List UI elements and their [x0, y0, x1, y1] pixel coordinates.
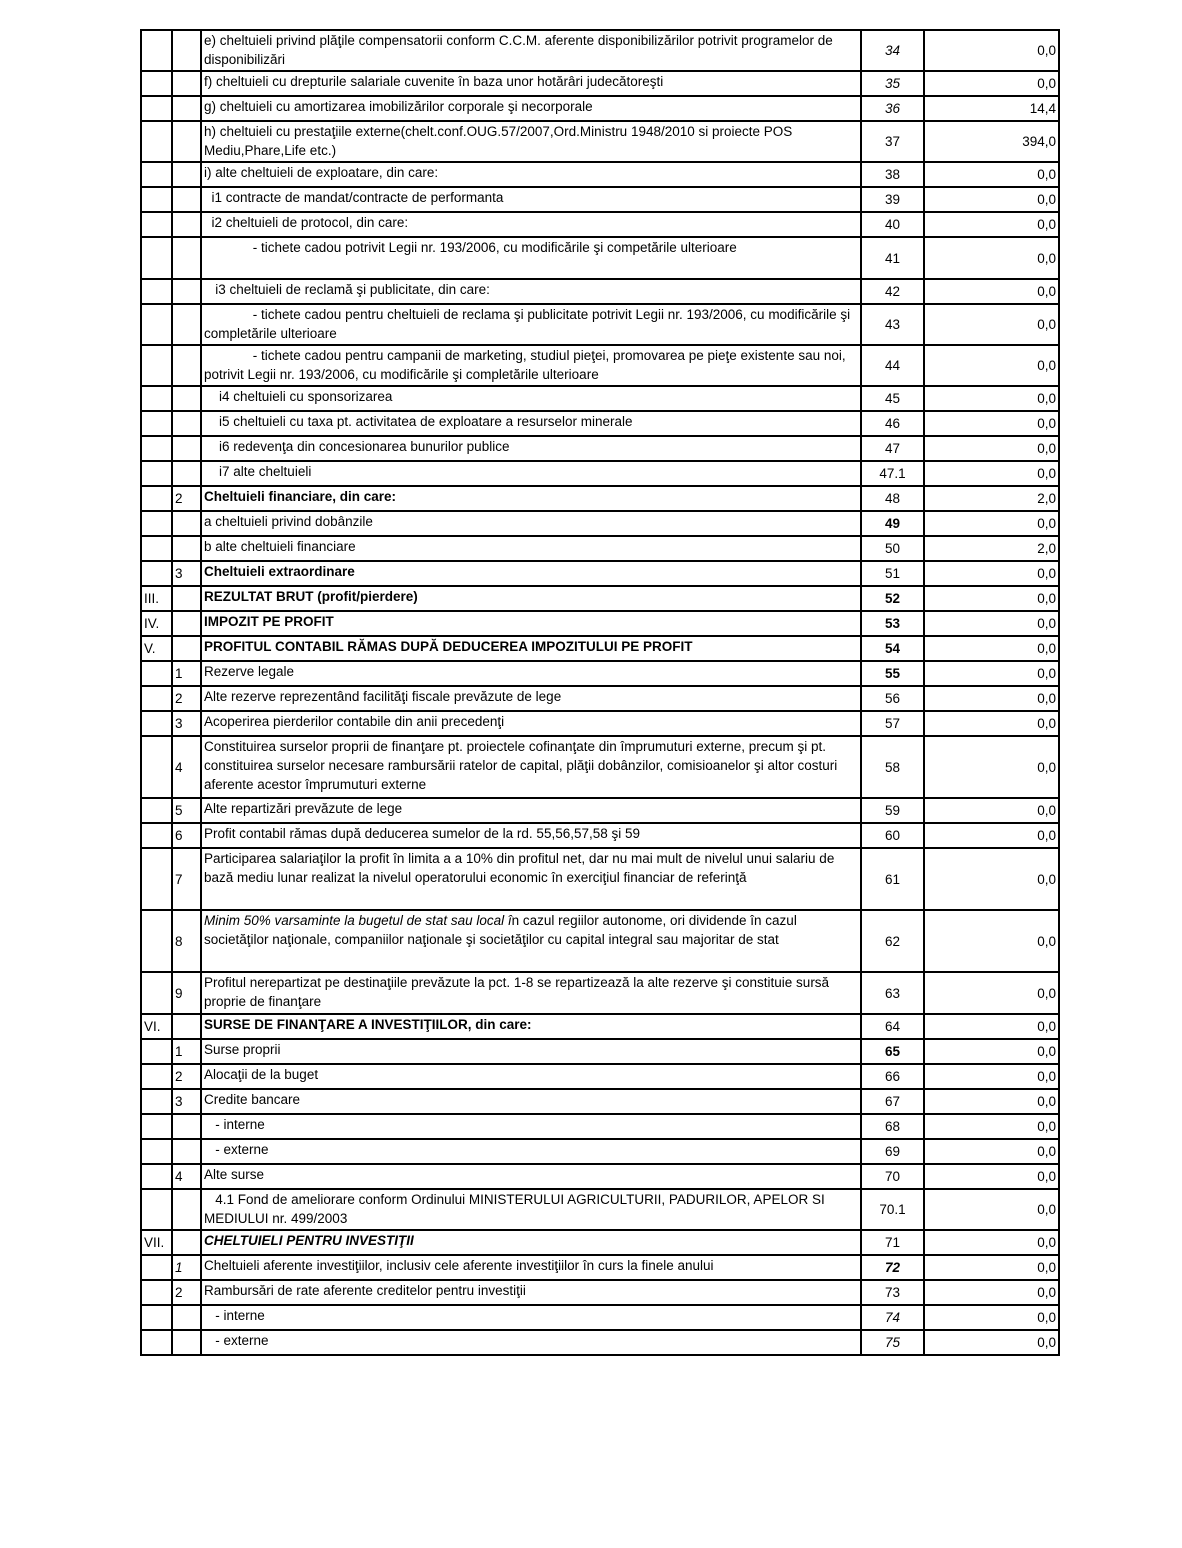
row-code: 56 — [861, 686, 924, 711]
row-value: 0,0 — [924, 636, 1059, 661]
table-row — [141, 1164, 1059, 1189]
chapter-number — [141, 1114, 172, 1139]
row-value: 0,0 — [924, 1230, 1059, 1255]
chapter-number — [141, 561, 172, 586]
chapter-number — [141, 1089, 172, 1114]
row-value: 0,0 — [924, 1189, 1059, 1230]
row-description: Rambursări de rate aferente creditelor pentru investiţii — [201, 1280, 861, 1305]
item-number — [172, 1305, 201, 1330]
row-value: 0,0 — [924, 972, 1059, 1014]
row-code: 46 — [861, 411, 924, 436]
row-description-italic-part: Minim 50% varsaminte la bugetul de stat sau local î — [204, 913, 512, 928]
row-value: 0,0 — [924, 1164, 1059, 1189]
chapter-number — [141, 304, 172, 345]
row-code: 73 — [861, 1280, 924, 1305]
item-number — [172, 162, 201, 187]
table-row — [141, 1280, 1059, 1305]
chapter-number — [141, 121, 172, 162]
row-code: 47 — [861, 436, 924, 461]
item-number: 4 — [172, 736, 201, 798]
row-value: 0,0 — [924, 611, 1059, 636]
item-number: 5 — [172, 798, 201, 823]
table-row — [141, 461, 1059, 486]
row-description: - externe — [201, 1139, 861, 1164]
row-value: 0,0 — [924, 304, 1059, 345]
row-value: 0,0 — [924, 511, 1059, 536]
item-number — [172, 237, 201, 279]
table-row — [141, 1014, 1059, 1039]
item-number: 2 — [172, 1064, 201, 1089]
row-code: 40 — [861, 212, 924, 237]
table-row — [141, 910, 1059, 972]
chapter-number — [141, 1189, 172, 1230]
table-row — [141, 1039, 1059, 1064]
row-description: i7 alte cheltuieli — [201, 461, 861, 486]
item-number — [172, 536, 201, 561]
row-description: a cheltuieli privind dobânzile — [201, 511, 861, 536]
table-row — [141, 279, 1059, 304]
chapter-number: V. — [141, 636, 172, 661]
row-value: 0,0 — [924, 386, 1059, 411]
table-row — [141, 1255, 1059, 1280]
table-row — [141, 511, 1059, 536]
row-value: 0,0 — [924, 187, 1059, 212]
row-code: 54 — [861, 636, 924, 661]
chapter-number — [141, 910, 172, 972]
chapter-number — [141, 711, 172, 736]
row-code: 50 — [861, 536, 924, 561]
item-number: 2 — [172, 1280, 201, 1305]
item-number — [172, 71, 201, 96]
item-number — [172, 511, 201, 536]
item-number — [172, 30, 201, 71]
chapter-number — [141, 1164, 172, 1189]
row-code: 61 — [861, 848, 924, 910]
row-description: Credite bancare — [201, 1089, 861, 1114]
row-description: i6 redevenţa din concesionarea bunurilor publice — [201, 436, 861, 461]
row-code: 69 — [861, 1139, 924, 1164]
row-value: 0,0 — [924, 736, 1059, 798]
table-row — [141, 386, 1059, 411]
row-description: - externe — [201, 1330, 861, 1355]
table-row — [141, 96, 1059, 121]
row-code: 59 — [861, 798, 924, 823]
row-code: 37 — [861, 121, 924, 162]
row-value: 0,0 — [924, 1305, 1059, 1330]
row-description: Cheltuieli aferente investiţiilor, inclusiv cele aferente investiţiilor în curs la finele anului — [201, 1255, 861, 1280]
row-value: 0,0 — [924, 461, 1059, 486]
row-code: 52 — [861, 586, 924, 611]
row-code: 71 — [861, 1230, 924, 1255]
row-value: 0,0 — [924, 1139, 1059, 1164]
table-row — [141, 436, 1059, 461]
item-number: 4 — [172, 1164, 201, 1189]
row-code: 45 — [861, 386, 924, 411]
chapter-number: VII. — [141, 1230, 172, 1255]
table-row — [141, 1230, 1059, 1255]
table-row — [141, 304, 1059, 345]
chapter-number — [141, 1330, 172, 1355]
row-description: i) alte cheltuieli de exploatare, din care: — [201, 162, 861, 187]
row-description: - interne — [201, 1305, 861, 1330]
chapter-number — [141, 1064, 172, 1089]
table-row — [141, 823, 1059, 848]
row-value: 0,0 — [924, 823, 1059, 848]
table-row — [141, 848, 1059, 910]
chapter-number — [141, 237, 172, 279]
row-code: 39 — [861, 187, 924, 212]
table-row — [141, 237, 1059, 279]
table-row — [141, 711, 1059, 736]
table-row — [141, 972, 1059, 1014]
table-row — [141, 71, 1059, 96]
item-number — [172, 187, 201, 212]
row-code: 66 — [861, 1064, 924, 1089]
row-value: 0,0 — [924, 279, 1059, 304]
chapter-number — [141, 71, 172, 96]
row-value: 0,0 — [924, 1039, 1059, 1064]
item-number — [172, 461, 201, 486]
row-description: Constituirea surselor proprii de finanţare pt. proiectele cofinanţate din împrumuturi externe, precum şi pt. constituirea surselor necesare rambursării ratelor de capital, plăţii dobânzilor, comisioanelor şi altor costuri aferente acestor împrumuturi externe — [201, 736, 861, 798]
row-code: 62 — [861, 910, 924, 972]
row-value: 0,0 — [924, 345, 1059, 386]
chapter-number: IV. — [141, 611, 172, 636]
row-description: PROFITUL CONTABIL RĂMAS DUPĂ DEDUCEREA IMPOZITULUI PE PROFIT — [201, 636, 861, 661]
row-description: - interne — [201, 1114, 861, 1139]
row-description: Rezerve legale — [201, 661, 861, 686]
row-description — [201, 910, 861, 972]
table-row — [141, 1139, 1059, 1164]
item-number — [172, 1230, 201, 1255]
chapter-number — [141, 162, 172, 187]
row-description: i1 contracte de mandat/contracte de performanta — [201, 187, 861, 212]
item-number — [172, 411, 201, 436]
item-number: 3 — [172, 711, 201, 736]
row-description: - tichete cadou pentru campanii de marketing, studiul pieţei, promovarea pe pieţe existente sau noi, potrivit Legii nr. 193/2006, cu modificările şi completările ulterioare — [201, 345, 861, 386]
row-value: 0,0 — [924, 1089, 1059, 1114]
table-row — [141, 736, 1059, 798]
row-description: - tichete cadou potrivit Legii nr. 193/2006, cu modificările şi competările ulterioare — [201, 237, 861, 279]
item-number — [172, 586, 201, 611]
row-code: 53 — [861, 611, 924, 636]
row-description: Participarea salariaţilor la profit în limita a a 10% din profitul net, dar nu mai mult de nivelul unui salariu de bază mediu lunar realizat la nivelul operatorului economic în exerciţiul financiar de referinţă — [201, 848, 861, 910]
chapter-number — [141, 686, 172, 711]
table-row — [141, 162, 1059, 187]
chapter-number — [141, 30, 172, 71]
row-value: 0,0 — [924, 237, 1059, 279]
table-row — [141, 798, 1059, 823]
budget-table-body — [141, 30, 1059, 1355]
row-value: 0,0 — [924, 212, 1059, 237]
table-row — [141, 561, 1059, 586]
item-number — [172, 1014, 201, 1039]
row-code: 74 — [861, 1305, 924, 1330]
chapter-number — [141, 798, 172, 823]
chapter-number — [141, 823, 172, 848]
item-number — [172, 436, 201, 461]
row-code: 43 — [861, 304, 924, 345]
row-code: 64 — [861, 1014, 924, 1039]
row-value: 14,4 — [924, 96, 1059, 121]
item-number: 1 — [172, 1039, 201, 1064]
row-value: 0,0 — [924, 162, 1059, 187]
table-row — [141, 121, 1059, 162]
row-value: 0,0 — [924, 1014, 1059, 1039]
item-number — [172, 304, 201, 345]
chapter-number — [141, 848, 172, 910]
chapter-number — [141, 187, 172, 212]
table-row — [141, 1305, 1059, 1330]
item-number — [172, 1330, 201, 1355]
row-value: 0,0 — [924, 910, 1059, 972]
row-value: 394,0 — [924, 121, 1059, 162]
row-value: 0,0 — [924, 1064, 1059, 1089]
item-number: 2 — [172, 486, 201, 511]
item-number: 3 — [172, 561, 201, 586]
item-number: 7 — [172, 848, 201, 910]
item-number — [172, 279, 201, 304]
row-value: 0,0 — [924, 661, 1059, 686]
row-value: 0,0 — [924, 1255, 1059, 1280]
row-description: Alte repartizări prevăzute de lege — [201, 798, 861, 823]
row-code: 63 — [861, 972, 924, 1014]
item-number: 3 — [172, 1089, 201, 1114]
chapter-number — [141, 661, 172, 686]
chapter-number — [141, 436, 172, 461]
row-value: 0,0 — [924, 848, 1059, 910]
item-number — [172, 1189, 201, 1230]
item-number: 8 — [172, 910, 201, 972]
row-code: 42 — [861, 279, 924, 304]
chapter-number — [141, 1255, 172, 1280]
row-value: 0,0 — [924, 561, 1059, 586]
table-row — [141, 1189, 1059, 1230]
row-value: 0,0 — [924, 711, 1059, 736]
row-code: 60 — [861, 823, 924, 848]
chapter-number — [141, 511, 172, 536]
item-number — [172, 96, 201, 121]
table-row — [141, 486, 1059, 511]
row-description: e) cheltuieli privind plăţile compensatorii conform C.C.M. aferente disponibilizărilor potrivit programelor de disponibilizări — [201, 30, 861, 71]
row-code: 72 — [861, 1255, 924, 1280]
row-value: 0,0 — [924, 30, 1059, 71]
row-code: 44 — [861, 345, 924, 386]
row-value: 0,0 — [924, 436, 1059, 461]
row-code: 38 — [861, 162, 924, 187]
chapter-number — [141, 486, 172, 511]
table-row — [141, 636, 1059, 661]
row-code: 36 — [861, 96, 924, 121]
row-code: 68 — [861, 1114, 924, 1139]
chapter-number — [141, 461, 172, 486]
row-code: 47.1 — [861, 461, 924, 486]
row-description: h) cheltuieli cu prestaţiile externe(chelt.conf.OUG.57/2007,Ord.Ministru 1948/2010 si proiecte POS Mediu,Phare,Life etc.) — [201, 121, 861, 162]
table-row — [141, 30, 1059, 71]
row-code: 58 — [861, 736, 924, 798]
chapter-number — [141, 1305, 172, 1330]
row-description: f) cheltuieli cu drepturile salariale cuvenite în baza unor hotărâri judecătoreşti — [201, 71, 861, 96]
chapter-number — [141, 1139, 172, 1164]
row-code: 57 — [861, 711, 924, 736]
row-code: 35 — [861, 71, 924, 96]
item-number — [172, 1139, 201, 1164]
row-description: i4 cheltuieli cu sponsorizarea — [201, 386, 861, 411]
table-row — [141, 1330, 1059, 1355]
row-code: 70 — [861, 1164, 924, 1189]
table-row — [141, 686, 1059, 711]
row-value: 2,0 — [924, 486, 1059, 511]
item-number — [172, 1114, 201, 1139]
row-description: CHELTUIELI PENTRU INVESTIŢII — [201, 1230, 861, 1255]
table-row — [141, 586, 1059, 611]
item-number — [172, 345, 201, 386]
chapter-number — [141, 96, 172, 121]
row-description: i5 cheltuieli cu taxa pt. activitatea de exploatare a resurselor minerale — [201, 411, 861, 436]
chapter-number — [141, 212, 172, 237]
row-description: i3 cheltuieli de reclamă şi publicitate, din care: — [201, 279, 861, 304]
chapter-number — [141, 972, 172, 1014]
chapter-number — [141, 736, 172, 798]
row-description: REZULTAT BRUT (profit/pierdere) — [201, 586, 861, 611]
row-description: IMPOZIT PE PROFIT — [201, 611, 861, 636]
item-number: 9 — [172, 972, 201, 1014]
table-row — [141, 611, 1059, 636]
row-value: 0,0 — [924, 1280, 1059, 1305]
row-value: 0,0 — [924, 1114, 1059, 1139]
table-row — [141, 345, 1059, 386]
row-code: 51 — [861, 561, 924, 586]
row-value: 0,0 — [924, 411, 1059, 436]
row-description: 4.1 Fond de ameliorare conform Ordinului MINISTERULUI AGRICULTURII, PADURILOR, APELOR SI MEDIULUI nr. 499/2003 — [201, 1189, 861, 1230]
row-description: Cheltuieli financiare, din care: — [201, 486, 861, 511]
chapter-number — [141, 1280, 172, 1305]
row-value: 2,0 — [924, 536, 1059, 561]
item-number — [172, 636, 201, 661]
row-code: 75 — [861, 1330, 924, 1355]
row-code: 49 — [861, 511, 924, 536]
item-number: 2 — [172, 686, 201, 711]
row-code: 70.1 — [861, 1189, 924, 1230]
row-description: Profitul nerepartizat pe destinaţiile prevăzute la pct. 1-8 se repartizează la alte rezerve şi constituie sursă proprie de finanţare — [201, 972, 861, 1014]
table-row — [141, 661, 1059, 686]
item-number — [172, 212, 201, 237]
table-row — [141, 1089, 1059, 1114]
item-number: 1 — [172, 1255, 201, 1280]
chapter-number — [141, 411, 172, 436]
table-row — [141, 411, 1059, 436]
row-code: 55 — [861, 661, 924, 686]
row-description: Alte surse — [201, 1164, 861, 1189]
row-value: 0,0 — [924, 71, 1059, 96]
item-number — [172, 121, 201, 162]
row-value: 0,0 — [924, 798, 1059, 823]
chapter-number — [141, 536, 172, 561]
item-number — [172, 611, 201, 636]
row-description-text: n cazul regiilor autonome, ori dividende în cazul societăţilor naţionale, companiilor naţionale şi societăţilor cu capital integral sau majoritar de stat — [204, 913, 801, 947]
item-number — [172, 386, 201, 411]
row-description: - tichete cadou pentru cheltuieli de reclama şi publicitate potrivit Legii nr. 193/2006, cu modificările şi completările ulterioare — [201, 304, 861, 345]
row-value: 0,0 — [924, 586, 1059, 611]
table-row — [141, 1064, 1059, 1089]
row-value: 0,0 — [924, 686, 1059, 711]
chapter-number — [141, 1039, 172, 1064]
item-number: 6 — [172, 823, 201, 848]
table-row — [141, 212, 1059, 237]
row-description: i2 cheltuieli de protocol, din care: — [201, 212, 861, 237]
row-code: 41 — [861, 237, 924, 279]
row-description: SURSE DE FINANŢARE A INVESTIŢIILOR, din care: — [201, 1014, 861, 1039]
chapter-number — [141, 279, 172, 304]
table-row — [141, 187, 1059, 212]
table-row — [141, 536, 1059, 561]
row-value: 0,0 — [924, 1330, 1059, 1355]
chapter-number — [141, 345, 172, 386]
row-description: Cheltuieli extraordinare — [201, 561, 861, 586]
row-code: 65 — [861, 1039, 924, 1064]
row-description: Alte rezerve reprezentând facilităţi fiscale prevăzute de lege — [201, 686, 861, 711]
row-code: 34 — [861, 30, 924, 71]
row-description: b alte cheltuieli financiare — [201, 536, 861, 561]
row-description: Alocaţii de la buget — [201, 1064, 861, 1089]
row-description: Profit contabil rămas după deducerea sumelor de la rd. 55,56,57,58 şi 59 — [201, 823, 861, 848]
chapter-number — [141, 386, 172, 411]
item-number: 1 — [172, 661, 201, 686]
row-description: Acoperirea pierderilor contabile din anii precedenţi — [201, 711, 861, 736]
row-description: Surse proprii — [201, 1039, 861, 1064]
row-description: g) cheltuieli cu amortizarea imobilizărilor corporale şi necorporale — [201, 96, 861, 121]
row-code: 48 — [861, 486, 924, 511]
chapter-number: VI. — [141, 1014, 172, 1039]
table-row — [141, 1114, 1059, 1139]
row-code: 67 — [861, 1089, 924, 1114]
chapter-number: III. — [141, 586, 172, 611]
budget-table — [140, 29, 1060, 1356]
